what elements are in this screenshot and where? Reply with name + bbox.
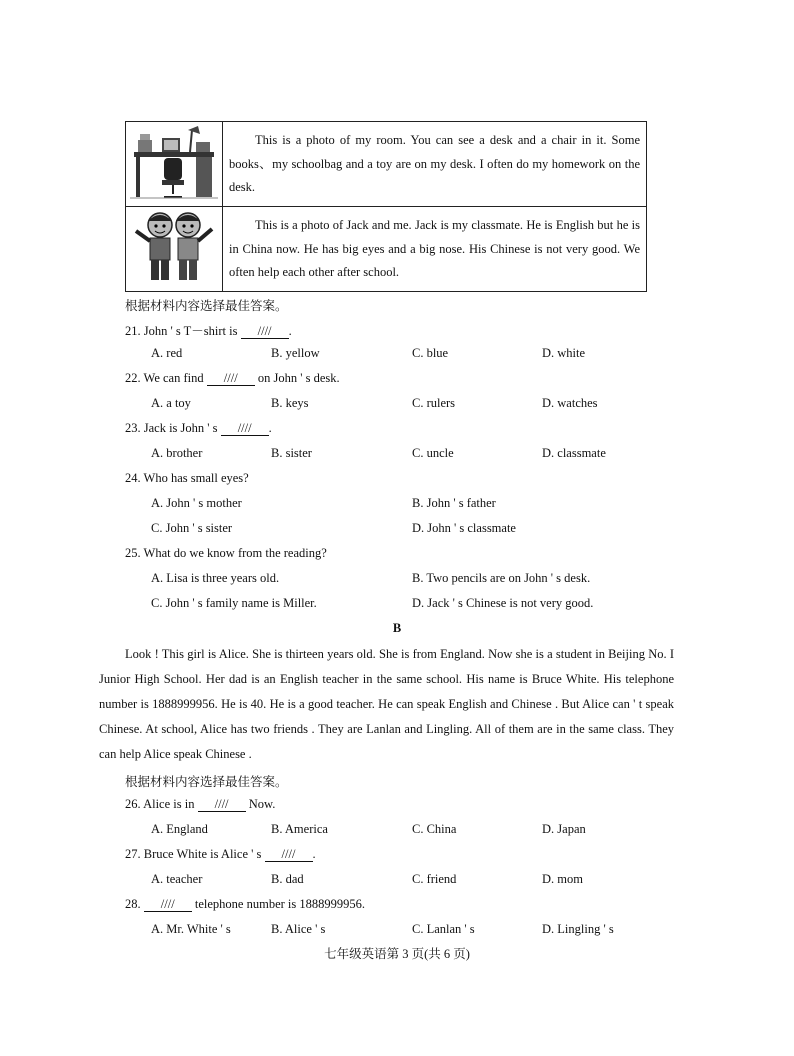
option-28-a[interactable]: A. Mr. White ' s [151, 922, 231, 936]
option-23-b[interactable]: B. sister [271, 446, 312, 460]
option-26-c[interactable]: C. China [412, 822, 457, 836]
question-26 [125, 797, 275, 812]
question-number: 22. [125, 371, 141, 385]
option-28-b[interactable]: B. Alice ' s [271, 922, 326, 936]
question-stem-end: . [268, 421, 272, 435]
option-22-a[interactable]: A. a toy [151, 396, 191, 410]
question-21 [125, 321, 292, 339]
option-21-b[interactable]: B. yellow [271, 346, 320, 360]
option-26-a[interactable]: A. England [151, 822, 208, 836]
question-number: 24. [125, 471, 141, 485]
question-number: 25. [125, 546, 141, 560]
option-25-c[interactable]: C. John ' s family name is Miller. [151, 596, 317, 610]
two-boys-photo [126, 207, 223, 292]
photo-table [125, 121, 647, 292]
option-25-a[interactable]: A. Lisa is three years old. [151, 571, 280, 585]
answer-blank[interactable]: //// [241, 325, 289, 339]
option-24-d[interactable]: D. John ' s classmate [412, 521, 516, 535]
question-stem-end: Now. [248, 797, 276, 811]
option-24-b[interactable]: B. John ' s father [412, 496, 496, 510]
answer-blank[interactable]: //// [221, 422, 269, 436]
photo-row-friends [126, 207, 647, 292]
question-24 [125, 471, 249, 486]
question-stem: We can find [143, 371, 204, 385]
photo-text-room: This is a photo of my room. You can see a desk and a chair in it. Some books、my schoolbag and a toy are on my desk. I often do my homework on the desk. [223, 122, 647, 207]
passage-b [99, 642, 674, 767]
option-26-d[interactable]: D. Japan [542, 822, 586, 836]
option-22-c[interactable]: C. rulers [412, 396, 456, 410]
question-stem: John ' s T－shirt is [143, 324, 238, 338]
question-number: 23. [125, 421, 141, 435]
passage-b-text: Look ! This girl is Alice. She is thirteen years old. She is from England. Now she is a student in Beijing No. I Junior High School. Her dad is an English teacher in the same school. His name is Bruce White. His telephone number is 1888999956. He is 40. He is a good teacher. He can speak English and Chinese . But Alice can ' t speak Chinese. At school, Alice has two friends . They are Lanlan and Lingling. All of them are in the same class. They can help Alice speak Chinese . [99, 647, 674, 761]
option-25-b[interactable]: B. Two pencils are on John ' s desk. [412, 571, 591, 585]
photo-row-room [126, 122, 647, 207]
instruction-a: 根据材料内容选择最佳答案。 [125, 299, 288, 313]
option-23-c[interactable]: C. uncle [412, 446, 454, 460]
option-24-a[interactable]: A. John ' s mother [151, 496, 242, 510]
option-23-a[interactable]: A. brother [151, 446, 203, 460]
page-footer: 七年级英语第 3 页(共 6 页) [324, 947, 470, 961]
section-b-heading: B [392, 621, 402, 635]
question-28 [125, 897, 365, 912]
question-stem-end: telephone number is 1888999956. [194, 897, 365, 911]
option-21-c[interactable]: C. blue [412, 346, 449, 360]
answer-blank[interactable]: //// [265, 848, 313, 862]
option-27-b[interactable]: B. dad [271, 872, 304, 886]
answer-blank[interactable]: //// [207, 372, 255, 386]
option-27-d[interactable]: D. mom [542, 872, 583, 886]
question-22 [125, 371, 340, 386]
option-22-d[interactable]: D. watches [542, 396, 598, 410]
photo-text-friends: This is a photo of Jack and me. Jack is my classmate. He is English but he is in China now. He has big eyes and a big nose. His Chinese is not very good. We often help each other after school. [223, 207, 647, 292]
option-22-b[interactable]: B. keys [271, 396, 309, 410]
question-stem: Bruce White is Alice ' s [143, 847, 262, 861]
question-stem-end: . [312, 847, 316, 861]
question-stem-end: on John ' s desk. [257, 371, 340, 385]
question-stem: What do we know from the reading? [143, 546, 327, 560]
question-stem: Who has small eyes? [143, 471, 249, 485]
option-23-d[interactable]: D. classmate [542, 446, 606, 460]
question-stem: Alice is in [143, 797, 195, 811]
question-number: 26. [125, 797, 141, 811]
option-28-c[interactable]: C. Lanlan ' s [412, 922, 475, 936]
option-21-a[interactable]: A. red [151, 346, 183, 360]
option-25-d[interactable]: D. Jack ' s Chinese is not very good. [412, 596, 594, 610]
question-25 [125, 546, 327, 561]
question-stem-end: . [288, 324, 292, 338]
question-number: 27. [125, 847, 141, 861]
option-26-b[interactable]: B. America [271, 822, 328, 836]
question-23 [125, 421, 272, 436]
option-27-c[interactable]: C. friend [412, 872, 457, 886]
option-28-d[interactable]: D. Lingling ' s [542, 922, 614, 936]
answer-blank[interactable]: //// [198, 798, 246, 812]
question-number: 21. [125, 324, 141, 338]
option-27-a[interactable]: A. teacher [151, 872, 203, 886]
question-number: 28. [125, 897, 141, 911]
option-24-c[interactable]: C. John ' s sister [151, 521, 233, 535]
option-21-d[interactable]: D. white [542, 346, 586, 360]
answer-blank[interactable]: //// [144, 898, 192, 912]
question-stem: Jack is John ' s [143, 421, 218, 435]
instruction-b: 根据材料内容选择最佳答案。 [125, 775, 288, 789]
question-27 [125, 847, 316, 862]
desk-room-photo [126, 122, 223, 207]
